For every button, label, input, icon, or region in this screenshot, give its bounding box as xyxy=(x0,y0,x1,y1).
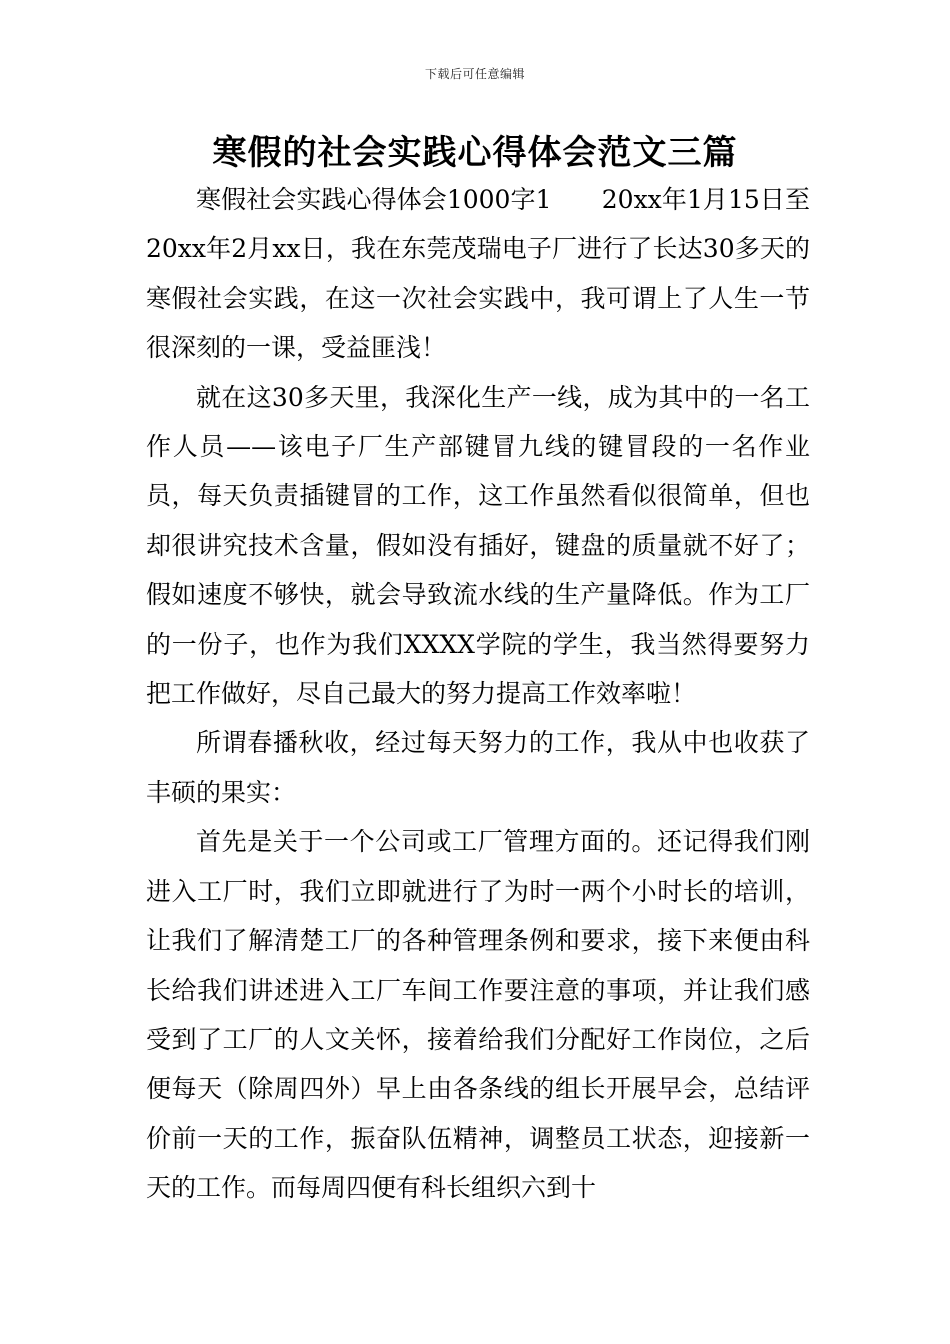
paragraph: 寒假社会实践心得体会1000字1 20xx年1月15日至20xx年2月xx日，我在东莞茂瑞电子厂进行了长达30多天的寒假社会实践，在这一次社会实践中，我可谓上了人生一节很深刻的一课，受益匪浅！ xyxy=(146,185,810,363)
paragraph: 所谓春播秋收，经过每天努力的工作，我从中也收获了丰硕的果实： xyxy=(146,728,810,807)
header-note: 下载后可任意编辑 xyxy=(424,67,525,81)
document-body xyxy=(146,175,810,1213)
document-title: 寒假的社会实践心得体会范文三篇 xyxy=(212,133,738,173)
paragraph: 就在这30多天里，我深化生产一线，成为其中的一名工作人员——该电子厂生产部键冒九线的键冒段的一名作业员，每天负责插键冒的工作，这工作虽然看似很简单，但也却很讲究技术含量，假如没有插好，键盘的质量就不好了；假如速度不够快，就会导致流水线的生产量降低。作为工厂的一份子，也作为我们XXXX学院的学生，我当然得要努力把工作做好，尽自己最大的努力提高工作效率啦！ xyxy=(146,382,810,709)
paragraph: 首先是关于一个公司或工厂管理方面的。还记得我们刚进入工厂时，我们立即就进行了为时一两个小时长的培训，让我们了解清楚工厂的各种管理条例和要求，接下来便由科长给我们讲述进入工厂车间工作要注意的事项，并让我们感受到了工厂的人文关怀，接着给我们分配好工作岗位，之后便每天（除周四外）早上由各条线的组长开展早会，总结评价前一天的工作，振奋队伍精神，调整员工状态，迎接新一天的工作。而每周四便有科长组织六到十 xyxy=(146,827,810,1203)
